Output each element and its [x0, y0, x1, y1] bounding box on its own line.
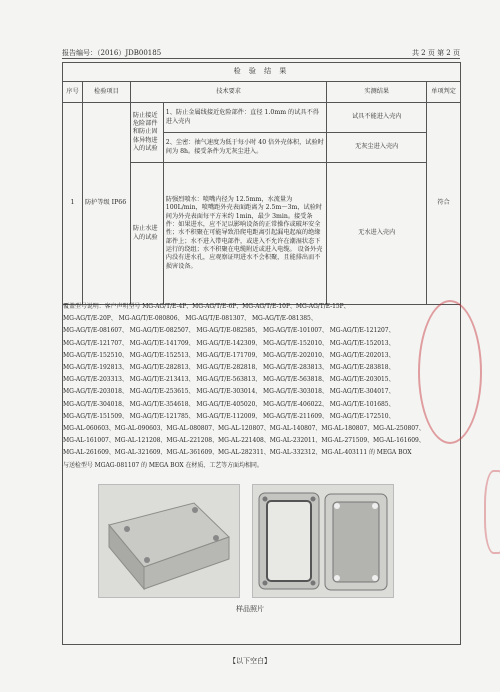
coverage-line: MG-AL-261609、MG-AL-321609、MG-AL-361609、MG-AL-282311、MG-AL-332312、MG-AL-403111 的 MEGA BOX: [63, 449, 412, 457]
coverage-line: MG-AG/T/E-203313、 MG-AG/T/E-213413、 MG-AG/T/E-563813、 MG-AG/T/E-563818、 MG-AG/T/E-203015、: [63, 376, 395, 384]
col-result: 实测结果: [327, 82, 427, 103]
table-title: 检 验 结 果: [63, 63, 461, 82]
report-header: [62, 48, 460, 58]
sub1-req1: 1、防止金属线接近危险部件：直径 1.0mm 的试具不得进入壳内: [163, 103, 327, 133]
coverage-line: 覆盖型号说明：客户声明型号 MG-AG/T/E-4P、MG-AG/T/E-6P、MG-AG/T/E-10P、MG-AG/T/E-15P、: [63, 303, 350, 310]
col-requirement: 技术要求: [130, 82, 327, 103]
sub2-req: 防强烈喷水：喷嘴内径为 12.5mm，水流量为 100L/min，喷嘴距外壳表面距离为 2.5m～3m，试验时间为外壳表面每平方米约 1min，最少 3min。接受条件：如果进水，应不足以影响设备的正常操作或破坏安全性；水不积聚在可能导致沿爬电距离引起漏电起痕的绝缘部件上；水不进入带电部件，或进入不允许在潮湿状态下运行的绕组；水不积聚在电缆附近或进入电缆。 设备外壳内没有进水孔，应观察证明进水不会积聚，且能排出而不损害设备。: [163, 163, 327, 305]
coverage-line: MG-AG/T/E-304018、 MG-AG/T/E-354618、 MG-AG/T/E-405020、 MG-AG/T/E-406022、 MG-AG/T/E-101685、: [63, 400, 395, 408]
photo-caption: 样品照片: [236, 605, 264, 613]
coverage-note: [63, 301, 460, 472]
sample-photo-closed-box: [98, 484, 240, 598]
report-number: 报告编号：（2016）JDB00185: [62, 49, 162, 57]
coverage-line: MG-AG/T/E-151509、 MG-AG/T/E-121785、 MG-AG/T/E-112009、 MG-AG/T/E-211609、 MG-AG/T/E-172510、: [63, 412, 395, 420]
row-item: 防护等级 IP66: [82, 103, 130, 305]
sub1-name: 防止接近危险部件和防止固体异物进入的试验: [130, 103, 163, 163]
sub1-res2: 无灰尘进入壳内: [327, 133, 427, 163]
sample-photo-open-base: [323, 492, 389, 592]
col-verdict: 单项判定: [427, 82, 461, 103]
coverage-line: MG-AL-161007、MG-AL-121208、MG-AL-221208、MG-AL-221408、MG-AL-232011、MG-AL-271509、MG-AL-161609、: [63, 437, 425, 445]
col-item: 检验项目: [82, 82, 130, 103]
coverage-line: MG-AG/T/E-203018、 MG-AG/T/E-253615、 MG-AG/T/E-303014、 MG-AG/T/E-303018、 MG-AG/T/E-304017、: [63, 388, 395, 396]
red-seal-stamp: [418, 300, 482, 444]
sub1-res1: 试具不能进入壳内: [327, 103, 427, 133]
header-rule: [62, 58, 460, 59]
coverage-line: MG-AG/T/E-081607、 MG-AG/T/E-082507、 MG-AG/T/E-082585、 MG-AG/T/E-101007、 MG-AG/T/E-121207、: [63, 327, 395, 335]
col-index: 序号: [63, 82, 83, 103]
coverage-line: 与送检型号 MGAG-081107 的 MEGA BOX 在材质、工艺等方面均相同。: [63, 461, 263, 469]
sub2-name: 防止水进入的试验: [130, 163, 163, 305]
coverage-line: MG-AG/T/E-152510、 MG-AG/T/E-152513、 MG-AG/T/E-171709、 MG-AG/T/E-202010、 MG-AG/T/E-202013、: [63, 351, 395, 359]
sub1-req2: 2、尘密：抽气速度为低于每小时 40 倍外壳体积，试验时间为 8h。接受条件为无灰尘进入。: [163, 133, 327, 163]
blank-below-note: 【以下空白】: [229, 657, 271, 665]
row-verdict: 符合: [427, 103, 461, 305]
coverage-line: MG-AG/T/E-20P、 MG-AG/T/E-080806、 MG-AG/T/E-081307、 MG-AG/T/E-081385、: [63, 315, 317, 323]
sub2-res: 无水进入壳内: [327, 163, 427, 305]
page-count: 共 2 页 第 2 页: [411, 49, 460, 57]
coverage-line: MG-AG/T/E-121707、 MG-AG/T/E-141709、 MG-AG/T/E-142309、 MG-AG/T/E-152010、 MG-AG/T/E-152013、: [63, 339, 395, 347]
coverage-line: MG-AG/T/E-192813、 MG-AG/T/E-282813、 MG-AG/T/E-282818、 MG-AG/T/E-283813、 MG-AG/T/E-283818、: [63, 364, 395, 372]
test-results-table: [62, 62, 461, 305]
row-index: 1: [63, 103, 83, 305]
seam-seal-stamp: [484, 470, 500, 554]
coverage-line: MG-AL-060603、MG-AL-090603、MG-AL-080807、MG-AL-120807、MG-AL-140807、MG-AL-180807、MG-AL-250807、: [63, 425, 425, 433]
